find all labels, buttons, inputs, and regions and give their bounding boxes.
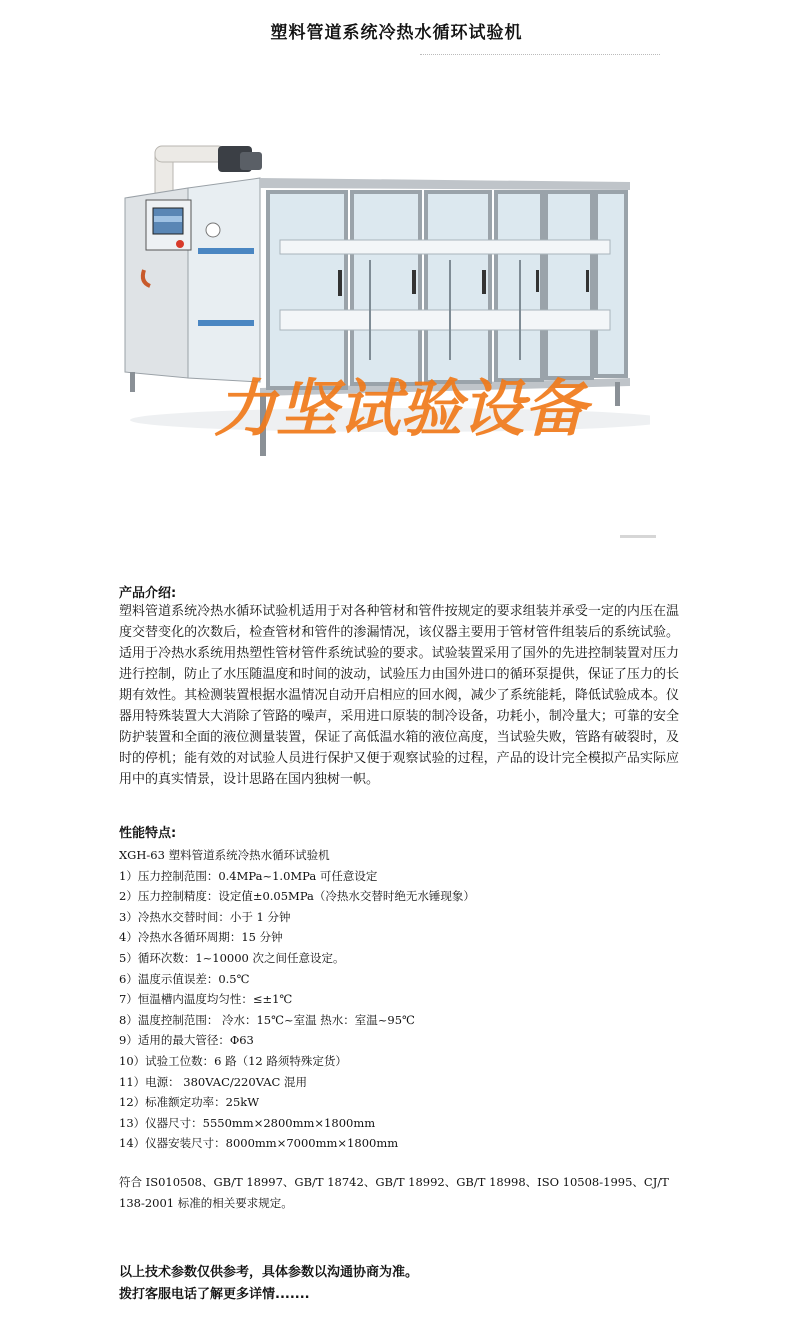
spec-item: 14）仪器安装尺寸：8000mm×7000mm×1800mm (119, 1136, 399, 1151)
image-indicator (620, 535, 656, 538)
spec-item: 1）压力控制范围：0.4MPa~1.0MPa 可任意设定 (119, 868, 378, 883)
standards-text: 符合 IS010508、GB/T 18997、GB/T 18742、GB/T 18992、GB/T 18998、ISO 10508-1995、CJ/T 138-2001 标准的相关要求规定。 (119, 1175, 669, 1210)
spec-item: 6）温度示值误差：0.5℃ (119, 971, 250, 986)
page-title: 塑料管道系统冷热水循环试验机 (270, 23, 523, 43)
spec-item: 4）冷热水各循环周期：15 分钟 (119, 930, 283, 945)
spec-item: 10）试验工位数：6 路（12 路须特殊定货） (119, 1053, 347, 1068)
spec-list (119, 845, 679, 1154)
standards-section (119, 1172, 679, 1214)
spec-item: 13）仪器尺寸：5550mm×2800mm×1800mm (119, 1115, 376, 1130)
spec-model-line: XGH-63 塑料管道系统冷热水循环试验机 (119, 848, 330, 862)
footer-note (119, 1262, 679, 1306)
spec-item: 8）温度控制范围： 冷水：15℃~室温 热水：室温~95℃ (119, 1012, 415, 1027)
spec-item: 9）适用的最大管径：Φ63 (119, 1033, 254, 1048)
spec-item: 2）压力控制精度：设定值±0.05MPa（冷热水交替时绝无水锤现象） (119, 889, 475, 904)
specs-heading: 性能特点: (119, 826, 177, 841)
intro-text: 塑料管道系统冷热水循环试验机适用于对各种管材和管件按规定的要求组装并承受一定的内压在温度交替变化的次数后，检查管材和管件的渗漏情况，该仪器主要用于管材管件组装后的系统试验。适用于冷热水系统用热塑性管材管件系统试验的要求。试验装置采用了国外的先进控制装置对压力进行控制，防止了水压随温度和时间的波动，试验压力由国外进口的循环泵提供，保证了压力的长期有效性。其检测装置根据水温情况自动开启相应的回水阀，减少了系统能耗，降低试验成本。仪器用特殊装置大大消除了管路的噪声，采用进口原装的制冷设备，功耗小，制冷量大；可靠的安全防护装置和全面的液位测量装置，保证了高低温水箱的液位高度，当试验失败，管路有破裂时，及时的停机；能有效的对试验人员进行保护又便于观察试验的过程，产品的设计完全模拟产品实际应用中的真实情景，设计思路在国内独树一帜。 (119, 604, 679, 787)
contact-line: 拨打客服电话了解更多详情....... (119, 1287, 310, 1302)
product-illustration (110, 120, 650, 540)
spec-item: 3）冷热水交替时间：小于 1 分钟 (119, 909, 291, 924)
spec-item: 7）恒温槽内温度均匀性：≤±1℃ (119, 992, 293, 1007)
title-divider (420, 54, 660, 55)
specs-section (119, 822, 679, 1154)
spec-item: 12）标准额定功率：25kW (119, 1095, 260, 1110)
product-image (110, 120, 650, 540)
spec-item: 11）电源： 380VAC/220VAC 混用 (119, 1074, 307, 1089)
spec-item: 5）循环次数：1~10000 次之间任意设定。 (119, 950, 345, 965)
watermark-text: 力坚试验设备 (213, 372, 587, 445)
intro-heading: 产品介绍: (119, 586, 177, 601)
disclaimer-line: 以上技术参数仅供参考，具体参数以沟通协商为准。 (119, 1265, 419, 1280)
intro-section (119, 582, 679, 790)
